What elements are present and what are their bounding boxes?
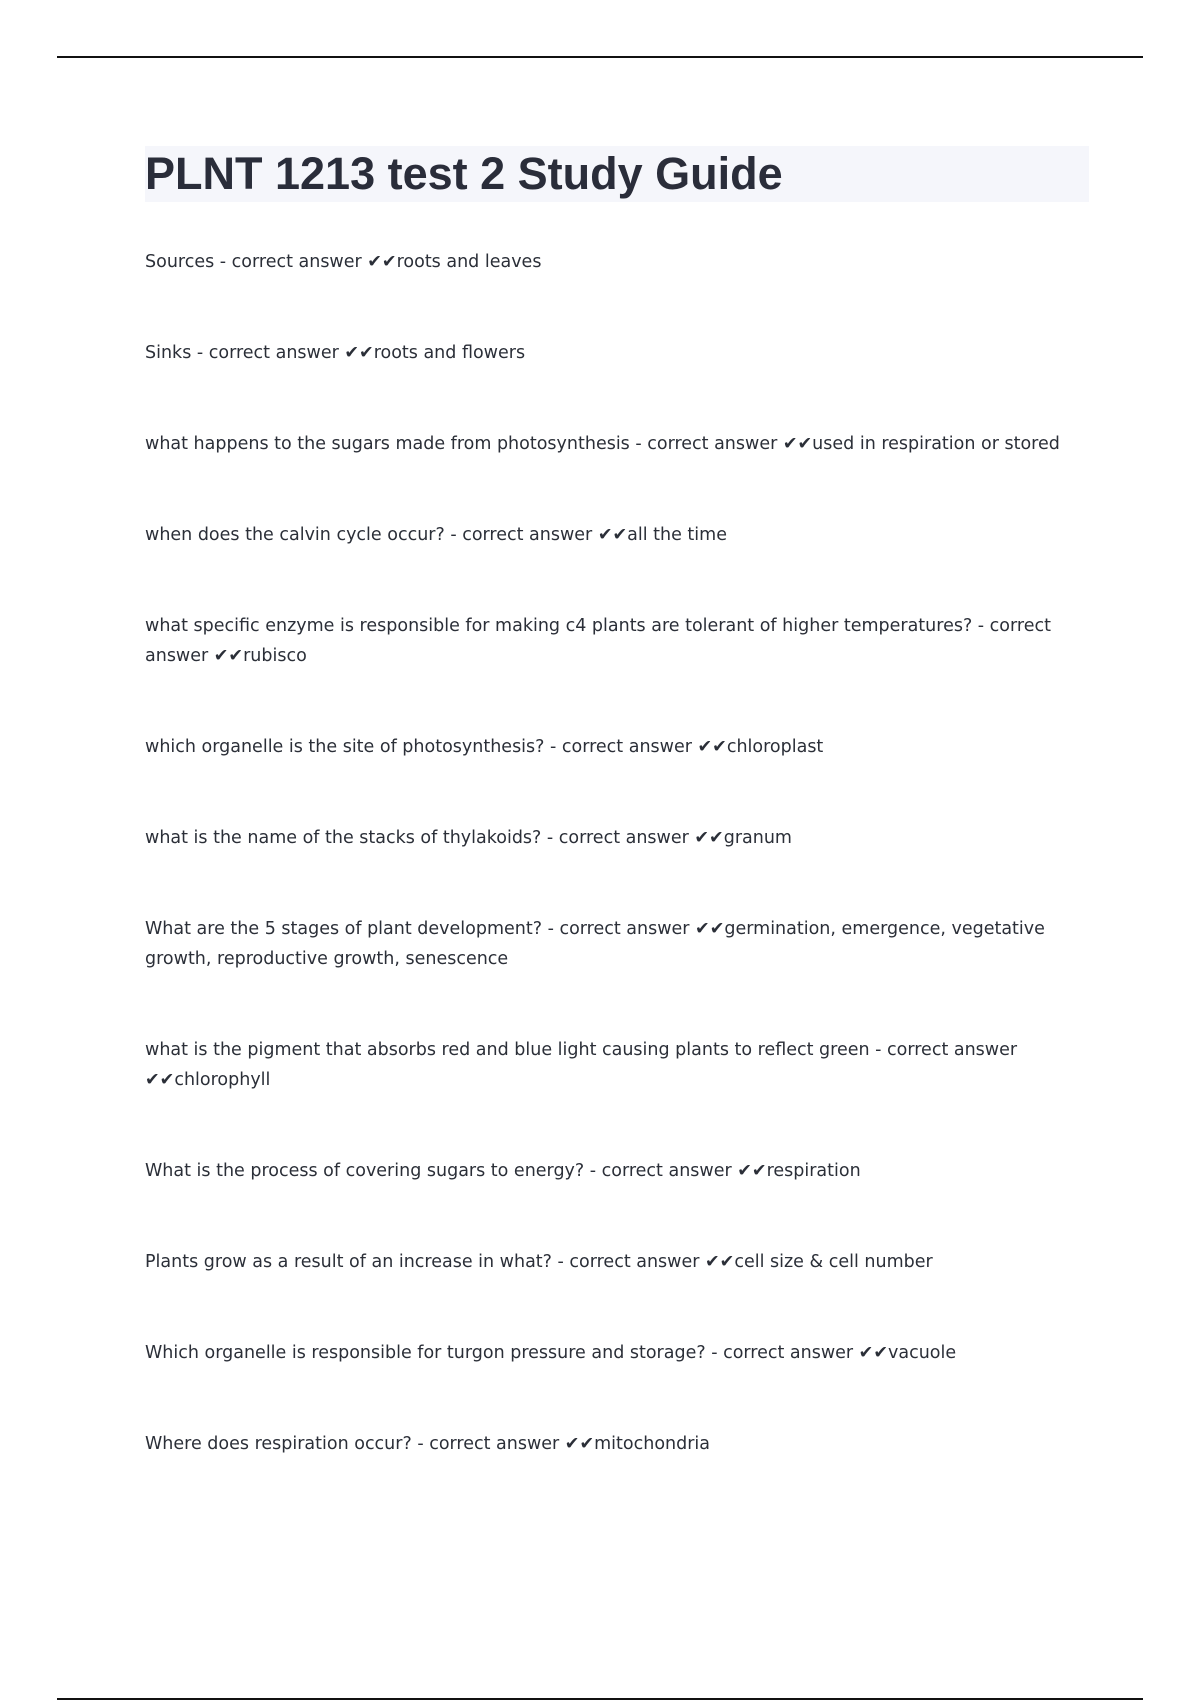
qa-item: What is the process of covering sugars to energy? - correct answer ✔✔respiration [145, 1161, 861, 1181]
qa-item: what happens to the sugars made from photosynthesis - correct answer ✔✔used in respiration or stored [145, 434, 1060, 454]
top-rule [57, 56, 1143, 58]
qa-item: Plants grow as a result of an increase in what? - correct answer ✔✔cell size & cell number [145, 1252, 933, 1272]
qa-item: What are the 5 stages of plant development? - correct answer ✔✔germination, emergence, vegetative growth, reproductive growth, senescence [145, 919, 1045, 969]
question-answer-list [145, 247, 1090, 1459]
qa-item: which organelle is the site of photosynthesis? - correct answer ✔✔chloroplast [145, 737, 824, 757]
qa-item: what is the pigment that absorbs red and blue light causing plants to reflect green - correct answer ✔✔chlorophyll [145, 1040, 1018, 1090]
qa-item: what specific enzyme is responsible for making c4 plants are tolerant of higher temperatures? - correct answer ✔✔rubisco [145, 616, 1051, 666]
qa-item: Sinks - correct answer ✔✔roots and flowers [145, 343, 526, 363]
qa-item: what is the name of the stacks of thylakoids? - correct answer ✔✔granum [145, 828, 792, 848]
qa-item: Sources - correct answer ✔✔roots and leaves [145, 252, 542, 272]
qa-item: Which organelle is responsible for turgon pressure and storage? - correct answer ✔✔vacuole [145, 1343, 957, 1363]
qa-item: when does the calvin cycle occur? - correct answer ✔✔all the time [145, 525, 727, 545]
document-title: PLNT 1213 test 2 Study Guide [145, 148, 783, 199]
qa-item: Where does respiration occur? - correct answer ✔✔mitochondria [145, 1434, 711, 1454]
